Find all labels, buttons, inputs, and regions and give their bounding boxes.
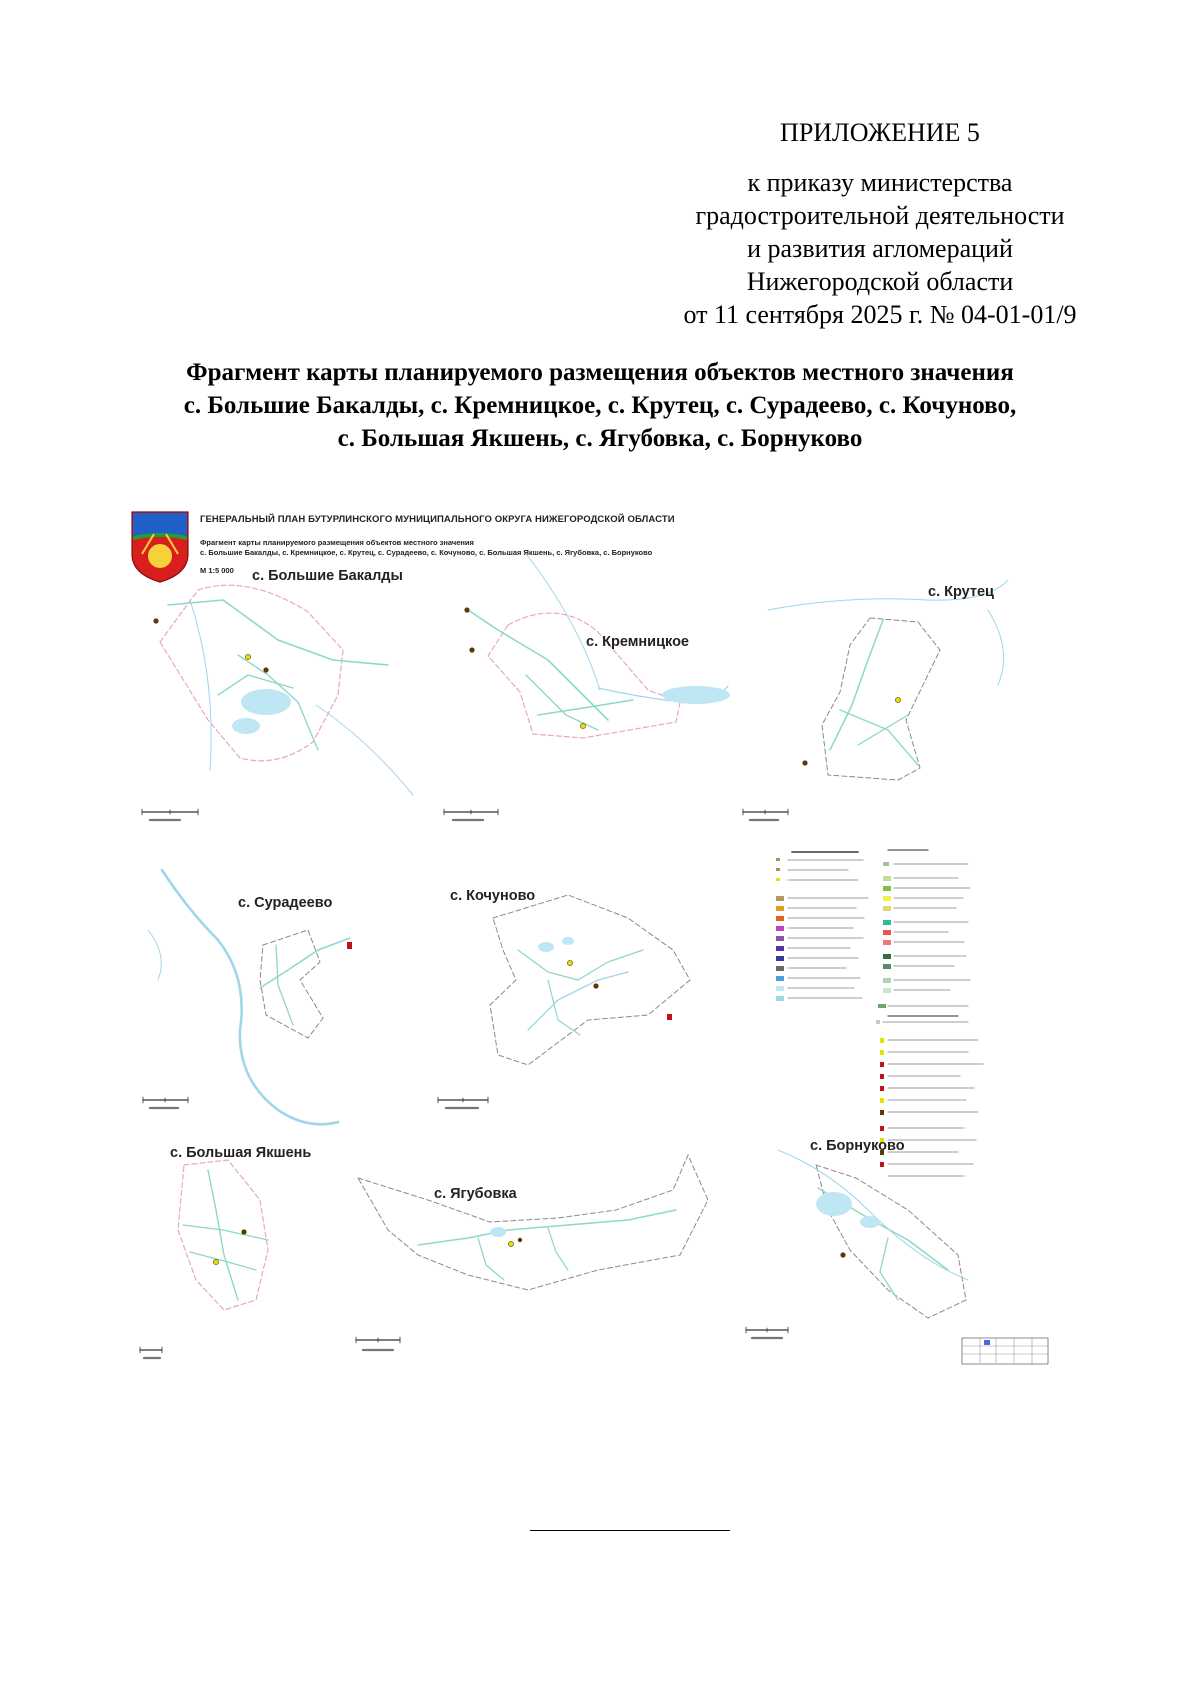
document-title	[100, 356, 1100, 455]
sheet-title: ГЕНЕРАЛЬНЫЙ ПЛАН БУТУРЛИНСКОГО МУНИЦИПАЛЬНОГО ОКРУГА НИЖЕГОРОДСКОЙ ОБЛАСТИ	[200, 514, 675, 525]
title-line: Фрагмент карты планируемого размещения объектов местного значения	[186, 359, 1014, 386]
village-label-bolshaya-yakshen: с. Большая Якшень	[170, 1145, 312, 1161]
village-label-bolshie-bakaldy: с. Большие Бакалды	[252, 568, 403, 584]
sheet-subtitle-line: Фрагмент карты планируемого размещения объектов местного значения	[200, 538, 474, 547]
sheet-header	[200, 514, 1000, 575]
appendix-line: Нижегородской области	[746, 267, 1014, 296]
map-sheet	[128, 510, 1134, 1496]
map-scale: М 1:5 000	[200, 566, 234, 575]
sheet-subtitle-line: с. Большие Бакалды, с. Кремницкое, с. Крутец, с. Сурадеево, с. Кочуново, с. Большая Якшень, с. Ягубовка, с. Борнуково	[200, 548, 653, 557]
sheet-subtitle	[200, 538, 1000, 558]
map-drawing	[128, 510, 1134, 1496]
appendix-line: к приказу министерства	[747, 168, 1013, 197]
village-label-suradeevo: с. Сурадеево	[238, 895, 333, 911]
appendix-order-reference	[620, 166, 1140, 331]
village-label-yagubovka: с. Ягубовка	[434, 1186, 517, 1202]
appendix-heading: ПРИЛОЖЕНИЕ 5	[780, 118, 980, 147]
village-label-kochunovo: с. Кочуново	[450, 888, 536, 904]
title-line: с. Большие Бакалды, с. Кремницкое, с. Крутец, с. Сурадеево, с. Кочуново,	[183, 392, 1017, 419]
shield-emblem-icon	[128, 510, 192, 584]
village-label-krutets: с. Крутец	[928, 584, 994, 600]
closing-rule	[530, 1530, 730, 1531]
title-line: с. Большая Якшень, с. Ягубовка, с. Борнуково	[337, 425, 863, 452]
appendix-line: градостроительной деятельности	[695, 201, 1065, 230]
appendix-line: и развития агломераций	[747, 234, 1013, 263]
village-label-bornukovo: с. Борнуково	[810, 1138, 905, 1154]
village-label-kremnitskoe: с. Кремницкое	[586, 634, 690, 650]
appendix-line: от 11 сентября 2025 г. № 04-01-01/9	[683, 300, 1077, 329]
